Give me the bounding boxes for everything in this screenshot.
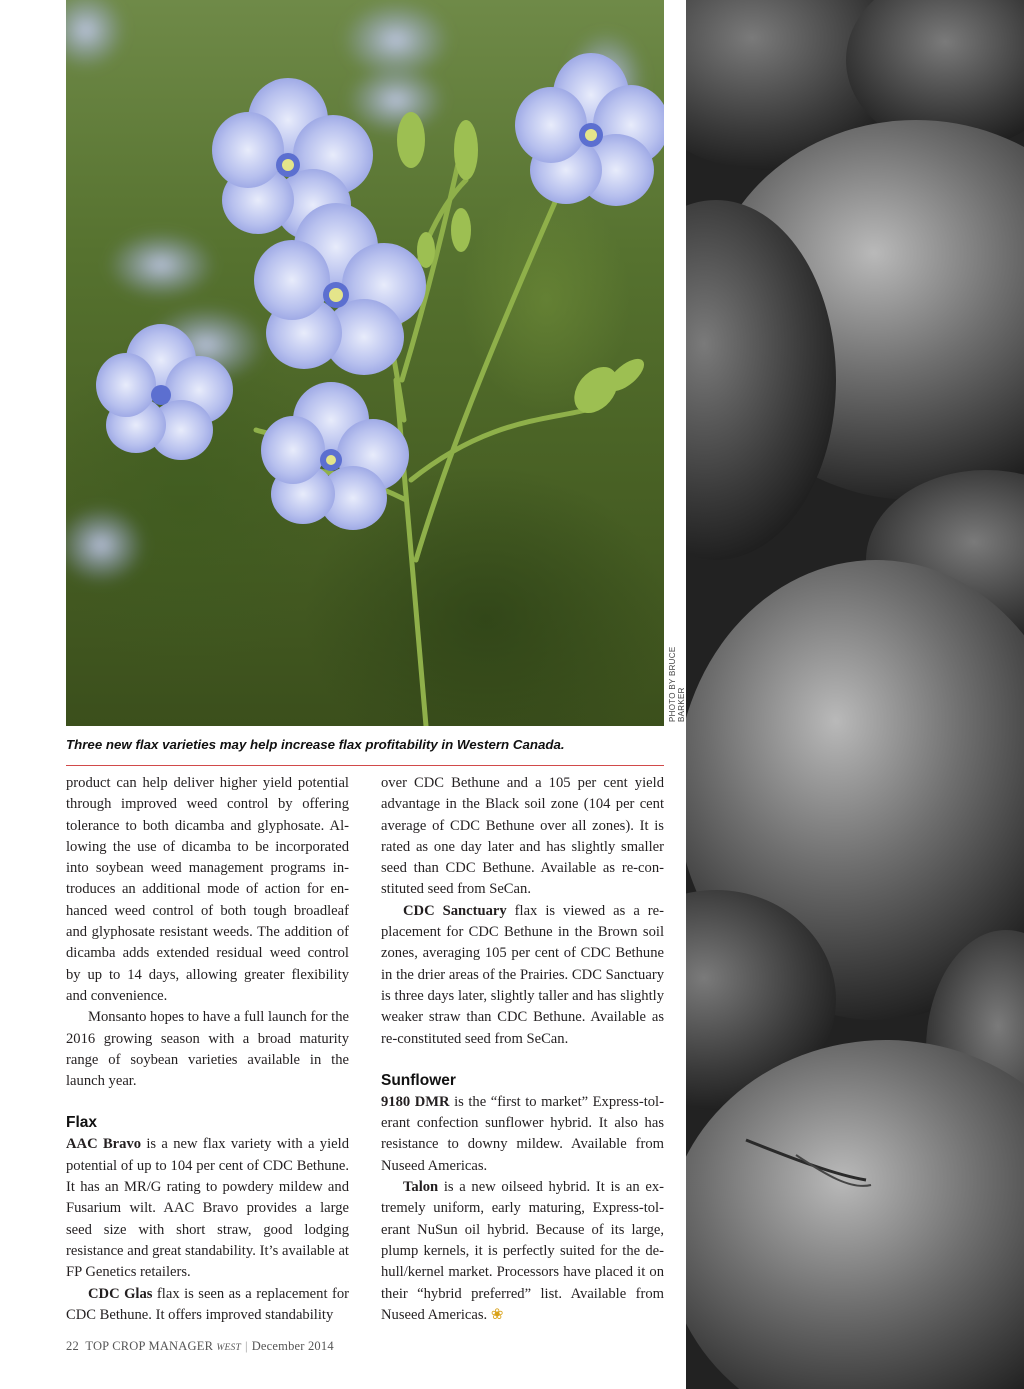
talon-name: Talon: [403, 1179, 439, 1196]
cdc-sanctuary-name: CDC Sanctuary: [403, 902, 507, 919]
article-column-right: [381, 773, 664, 1326]
talon-text: is a new oilseed hybrid. It is an extremely uniform, early maturing, Express-tolerant NuSun oil hybrid. Because of its large, plump kernels, it is perfectly suited for the dehull/kernel market. Processors have placed it on their “hybrid preferred” list. Available from Nuseed Americas.: [381, 1179, 664, 1323]
article-column-left: [66, 773, 349, 1326]
cdc-sanctuary-text: flax is viewed as a replacement for CDC Bethune in the Brown soil zones, averaging 105 per cent of CDC Bethune in the drier areas of the Prairies. CDC Sanctuary is three days later, slightly taller and has slightly weaker straw than CDC Bethune. Available as re-constituted seed from SeCan.: [381, 902, 664, 1047]
cdc-glas-text: flax is seen as a replacement for CDC Bethune. It offers improved standability: [66, 1285, 349, 1323]
footer-separator: |: [245, 1339, 248, 1353]
sunflower-heading: Sunflower: [381, 1071, 456, 1089]
aac-bravo-name: AAC Bravo: [66, 1136, 142, 1153]
maple-leaf-icon: ❀: [490, 1306, 504, 1323]
cdc-glas-name: CDC Glas: [88, 1285, 153, 1302]
talon-paragraph: [381, 1177, 664, 1326]
page-number: 22: [66, 1339, 79, 1353]
seed-illustration: [686, 0, 1024, 1389]
photo-caption: Three new flax varieties may help increase flax profitability in Western Canada.: [66, 737, 565, 752]
magazine-edition: WEST: [216, 1343, 241, 1353]
cdc-glas-continued: over CDC Bethune and a 105 per cent yield advantage in the Black soil zone (104 per cent average of CDC Bethune over all zones). It is rated as one day later and has slightly smaller seed than CDC Bethune. Available as re-constituted seed from SeCan.: [381, 775, 664, 898]
dmr-name: 9180 DMR: [381, 1093, 450, 1110]
aac-bravo-paragraph: [66, 1134, 349, 1283]
flax-flower-illustration: [66, 0, 664, 726]
cdc-glas-paragraph: [66, 1284, 349, 1327]
seed-closeup-photo: [686, 0, 1024, 1389]
flax-heading: Flax: [66, 1114, 98, 1132]
photo-credit: PHOTO BY BRUCE BARKER: [668, 646, 686, 722]
monsanto-paragraph: Monsanto hopes to have a full launch for the 2016 growing season with a broad maturity range of soybean varieties available in the launch year.: [66, 1009, 349, 1090]
aac-bravo-text: is a new flax variety with a yield potential of up to 104 per cent of CDC Bethune. It has an MR/G rating to powdery mildew and Fusarium wilt. AAC Bravo provides a large seed size with short straw, good lodging resistance and great standability. It’s available at FP Genetics retailers.: [66, 1136, 349, 1281]
dmr-paragraph: [381, 1092, 664, 1177]
dmr-text: is the “first to market” Express-tolerant confection sunflower hybrid. It also has resistance to downy mildew. Available from Nuseed Americas.: [381, 1093, 664, 1174]
issue-date: December 2014: [251, 1339, 334, 1353]
magazine-name: TOP CROP MANAGER: [85, 1339, 214, 1353]
caption-divider: [66, 765, 664, 766]
cdc-sanctuary-paragraph: [381, 901, 664, 1050]
flax-flower-photo: [66, 0, 664, 726]
page-footer: [66, 1339, 334, 1354]
intro-paragraph: product can help deliver higher yield potential through improved weed control by offering tolerance to both dicamba and glyphosate. Allowing the use of dicamba to be incorporated into soybean weed management programs introduces an additional mode of action for enhanced weed control of both tough broadleaf and glyphosate resistant weeds. The addition of dicamba adds extended residual weed control by up to 14 days, allowing greater flexibility and convenience.: [66, 775, 349, 1004]
